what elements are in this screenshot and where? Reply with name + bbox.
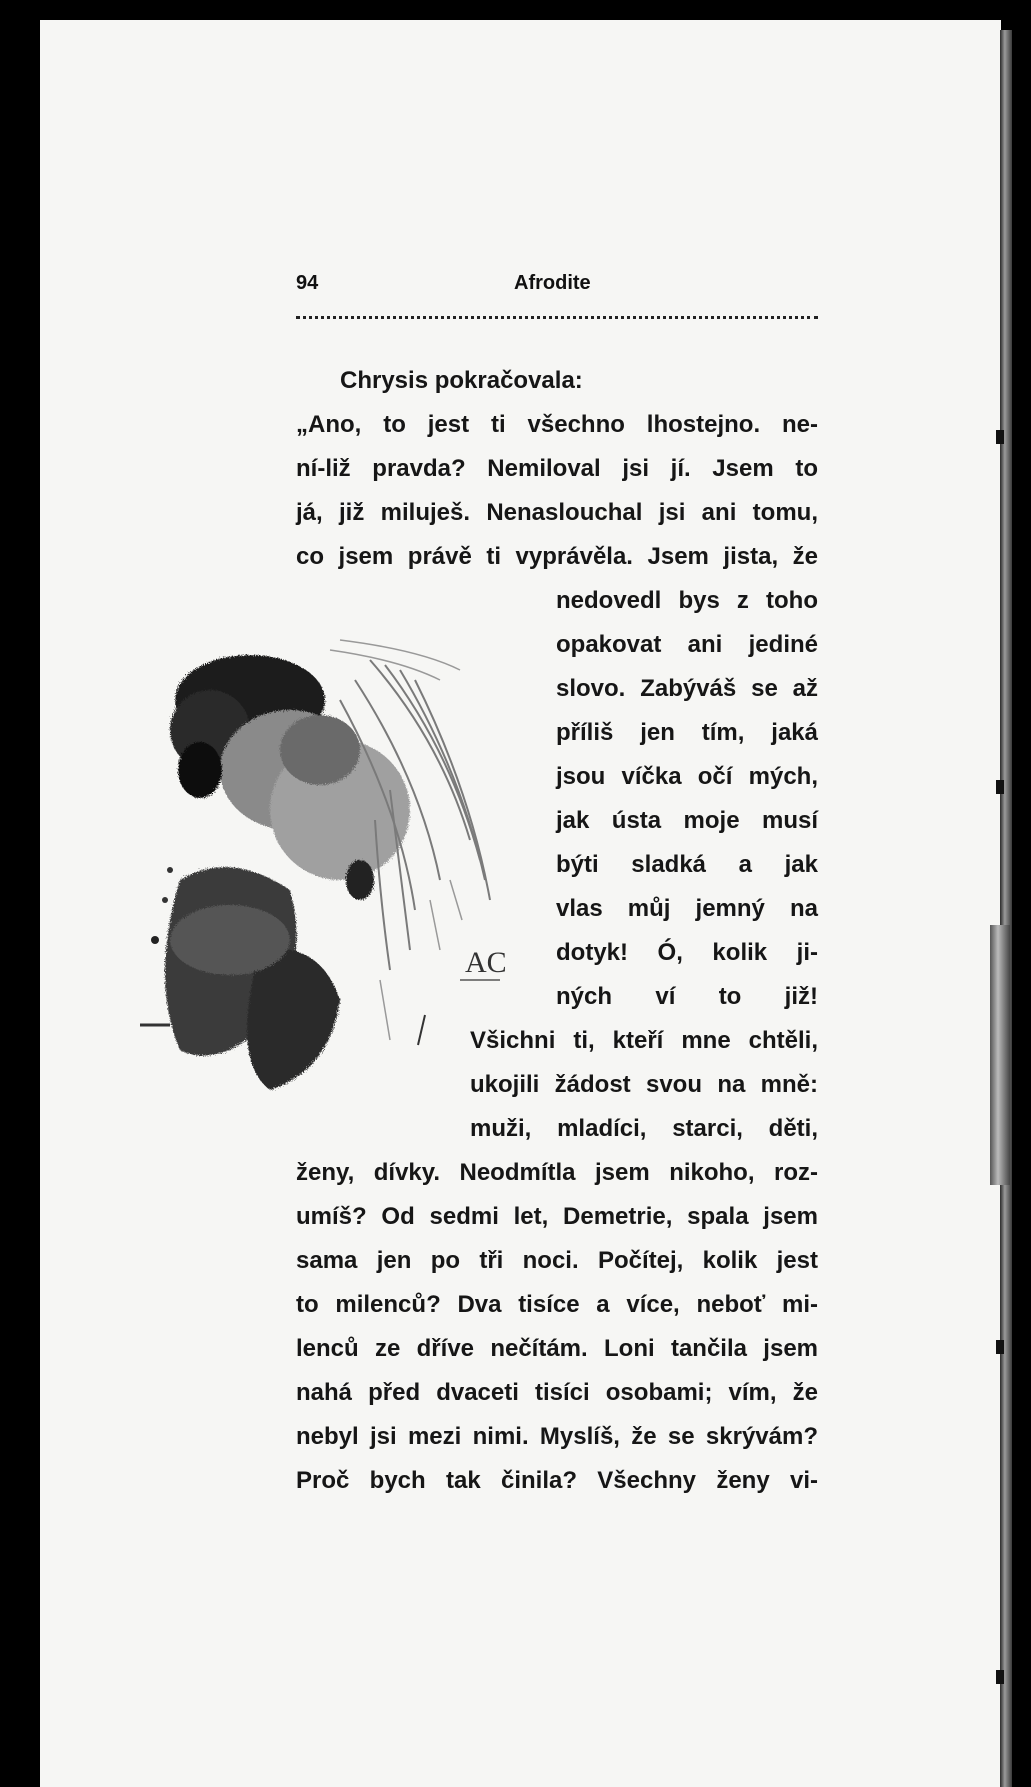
header-rule (296, 316, 818, 319)
text-line: ní-liž pravda? Nemiloval jsi jí. Jsem to (296, 455, 818, 482)
illustration (140, 620, 560, 1140)
text-line: to milenců? Dva tisíce a více, neboť mi- (296, 1291, 818, 1318)
text-line: dotyk! Ó, kolik ji- (556, 939, 818, 966)
book-spine-edge (1000, 30, 1012, 1787)
text-line: Chrysis pokračovala: (340, 367, 583, 394)
text-line: nebyl jsi mezi nimi. Myslíš, že se skrývám? (296, 1423, 818, 1450)
text-line: já, již miluješ. Nenaslouchal jsi ani tomu, (296, 499, 818, 526)
text-line: Všichni ti, kteří mne chtěli, (470, 1027, 818, 1054)
edge-mark (996, 1670, 1004, 1684)
text-line: vlas můj jemný na (556, 895, 818, 922)
text-line: lenců ze dříve nečítám. Loni tančila jsem (296, 1335, 818, 1362)
text-line: umíš? Od sedmi let, Demetrie, spala jsem (296, 1203, 818, 1230)
text-line: jak ústa moje musí (556, 807, 818, 834)
edge-mark (996, 780, 1004, 794)
text-line: ukojili žádost svou na mně: (470, 1071, 818, 1098)
text-line: opakovat ani jediné (556, 631, 818, 658)
text-line: „Ano, to jest ti všechno lhostejno. ne- (296, 411, 818, 438)
text-line: nahá před dvaceti tisíci osobami; vím, že (296, 1379, 818, 1406)
text-line: ných ví to již! (556, 983, 818, 1010)
text-line: muži, mladíci, starci, děti, (470, 1115, 818, 1142)
angel-embrace-illustration (140, 620, 560, 1140)
page-edge-highlight (990, 925, 1010, 1185)
text-line: Proč bych tak činila? Všechny ženy vi- (296, 1467, 818, 1494)
text-line: co jsem právě ti vyprávěla. Jsem jista, že (296, 543, 818, 570)
edge-mark (996, 1340, 1004, 1354)
edge-mark (996, 430, 1004, 444)
text-line: jsou víčka očí mých, (556, 763, 818, 790)
running-title: Afrodite (514, 272, 591, 294)
page-number: 94 (296, 272, 319, 294)
text-line: příliš jen tím, jaká (556, 719, 818, 746)
text-line: býti sladká a jak (556, 851, 818, 878)
artist-signature: AC (465, 946, 507, 979)
text-line: slovo. Zabýváš se až (556, 675, 818, 702)
running-header (296, 272, 818, 296)
text-line: ženy, dívky. Neodmítla jsem nikoho, roz- (296, 1159, 818, 1186)
text-line: nedovedl bys z toho (556, 587, 818, 614)
text-line: sama jen po tři noci. Počítej, kolik jest (296, 1247, 818, 1274)
